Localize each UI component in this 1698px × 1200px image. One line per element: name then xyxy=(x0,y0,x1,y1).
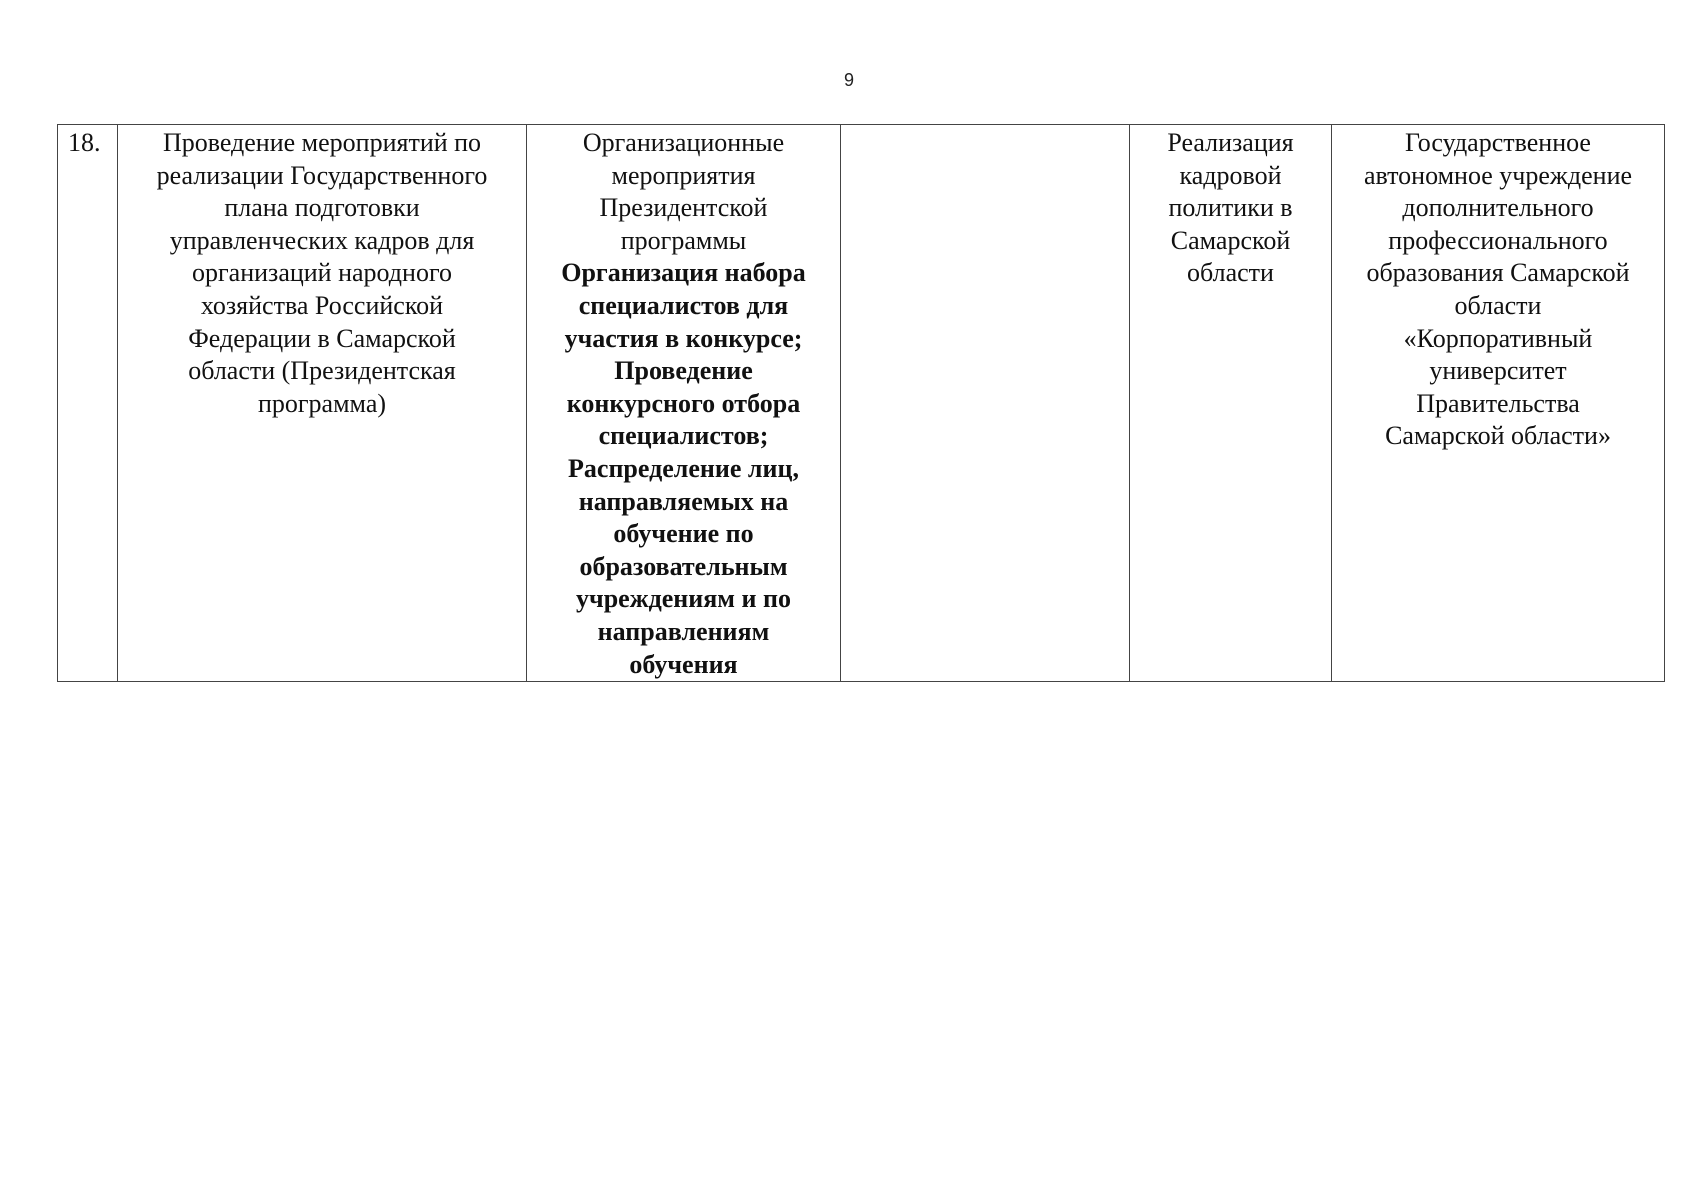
activities-line: Президентской xyxy=(599,193,768,223)
table-row xyxy=(58,125,1665,682)
executor-line: университет xyxy=(1429,356,1567,386)
activities-bold-line: участия в конкурсе; xyxy=(564,323,803,353)
measures-table xyxy=(57,124,1665,682)
event-name-line: плана подготовки xyxy=(224,193,420,223)
purpose-line: кадровой xyxy=(1179,160,1282,190)
executor-line: Правительства xyxy=(1416,388,1580,418)
activities-bold-line: Распределение лиц, xyxy=(568,453,799,483)
activities-bold-line: Организация набора xyxy=(561,258,806,288)
row-number: 18. xyxy=(68,128,101,157)
purpose-line: Реализация xyxy=(1167,128,1294,157)
activities-bold-line: образовательным xyxy=(579,551,788,581)
event-name-line: хозяйства Российской xyxy=(200,290,444,320)
event-name-line: организаций народного xyxy=(192,258,452,288)
activities-line: мероприятия xyxy=(611,160,756,190)
activities-bold-line: обучения xyxy=(629,649,738,679)
executor-cell xyxy=(1332,125,1665,682)
activities-bold-line: учреждениям и по xyxy=(576,584,791,614)
empty-cell xyxy=(841,125,1130,682)
event-name-line: Проведение мероприятий по xyxy=(162,128,482,157)
executor-line: образования Самарской xyxy=(1366,258,1630,288)
purpose-cell xyxy=(1130,125,1332,682)
activities-bold-line: обучение по xyxy=(613,519,754,549)
activities-bold-line: специалистов; xyxy=(598,421,769,451)
purpose-line: политики в xyxy=(1168,193,1293,223)
event-name-line: управленческих кадров для xyxy=(169,225,475,255)
row-number-cell xyxy=(58,125,118,682)
activities-line: Организационные xyxy=(582,128,785,157)
purpose-line: области xyxy=(1187,258,1274,288)
activities-bold-line: направлениям xyxy=(597,616,770,646)
event-name-line: Федерации в Самарской xyxy=(188,323,456,353)
page-number: 9 xyxy=(843,70,854,90)
executor-line: профессионального xyxy=(1388,225,1608,255)
executor-line: Государственное xyxy=(1405,128,1591,157)
event-name-line: программа) xyxy=(257,388,387,418)
activities-bold-line: направляемых на xyxy=(578,486,789,516)
event-name-cell xyxy=(118,125,527,682)
event-name-line: реализации Государственного xyxy=(156,160,488,190)
activities-line: программы xyxy=(620,225,747,255)
executor-line: дополнительного xyxy=(1402,193,1594,223)
activities-bold-line: конкурсного отбора xyxy=(566,388,801,418)
event-name-line: области (Президентская xyxy=(188,356,456,386)
executor-line: автономное учреждение xyxy=(1363,160,1633,190)
purpose-line: Самарской xyxy=(1170,225,1291,255)
activities-cell xyxy=(527,125,841,682)
activities-bold-line: специалистов для xyxy=(578,290,789,320)
activities-bold-line: Проведение xyxy=(614,356,753,386)
executor-line: области xyxy=(1454,290,1542,320)
executor-line: Самарской области» xyxy=(1385,421,1611,451)
executor-line: «Корпоративный xyxy=(1403,323,1593,353)
